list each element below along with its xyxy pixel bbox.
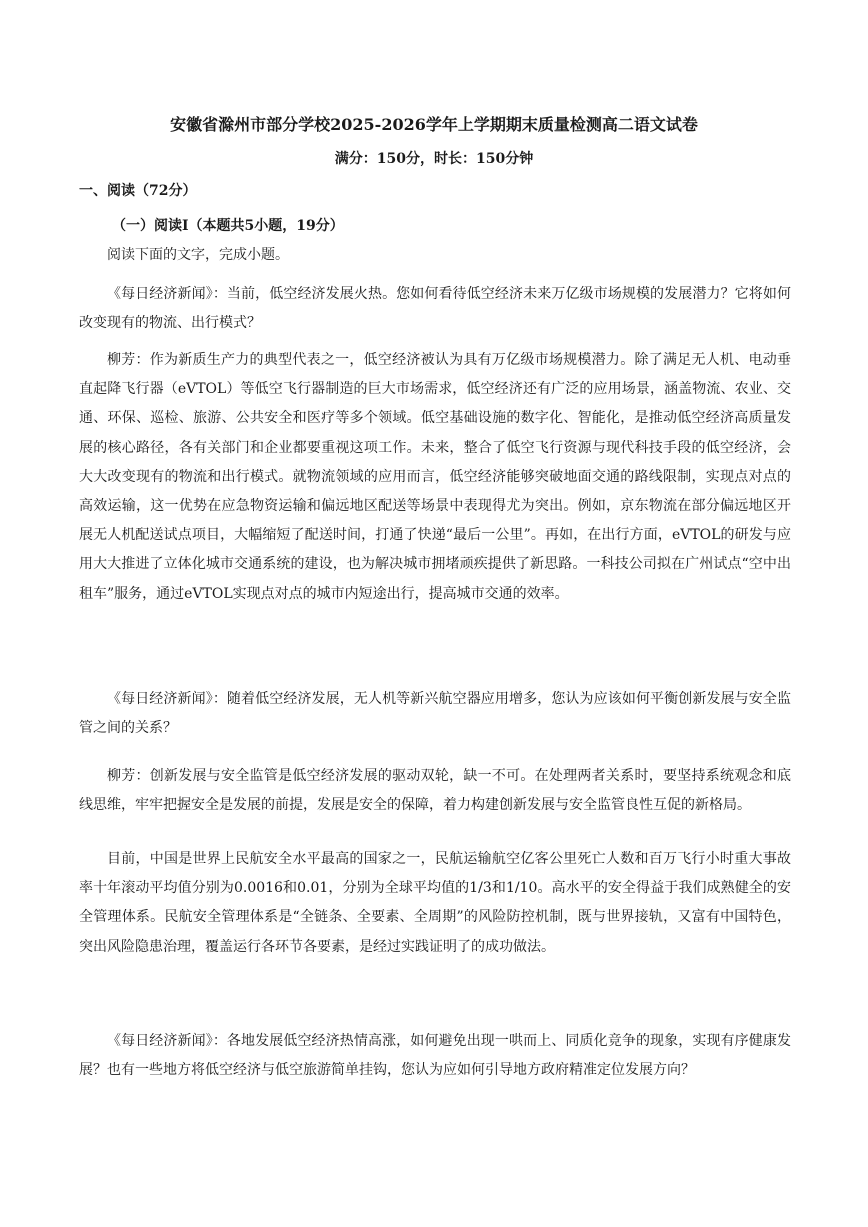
interview-answer-1: 柳芳：作为新质生产力的典型代表之一，低空经济被认为具有万亿级市场规模潜力。除了满足无人机、电动垂直起降飞行器（eVTOL）等低空飞行器制造的巨大市场需求，低空经济还有广泛的应用场景，涵盖物流、农业、交通、环保、巡检、旅游、公共安全和医疗等多个领域。低空基础设施的数字化、智能化，是推动低空经济高质量发展的核心路径，各有关部门和企业都要重视这项工作。未来，整合了低空飞行资源与现代科技手段的低空经济，会大大改变现有的物流和出行模式。就物流领域的应用而言，低空经济能够突破地面交通的路线限制，实现点对点的高效运输，这一优势在应急物资运输和偏远地区配送等场景中表现得尤为突出。例如，京东物流在部分偏远地区开展无人机配送试点项目，大幅缩短了配送时间，打通了快递“最后一公里”。再如，在出行方面，eVTOL的研发与应用大大推进了立体化城市交通系统的建设，也为解决城市拥堵顽疾提供了新思路。一科技公司拟在广州试点“空中出租车”服务，通过eVTOL实现点对点的城市内短途出行，提高城市交通的效率。	[79, 352, 791, 602]
section-heading: 一、阅读（72分）	[79, 183, 197, 199]
interview-question-2: 《每日经济新闻》：随着低空经济发展，无人机等新兴航空器应用增多，您认为应该如何平衡创新发展与安全监管之间的关系？	[79, 691, 791, 737]
exam-subtitle: 满分：150分，时长：150分钟	[334, 151, 534, 167]
interview-answer-2: 柳芳：创新发展与安全监管是低空经济发展的驱动双轮，缺一不可。在处理两者关系时，要坚持系统观念和底线思维，牢牢把握安全是发展的前提，发展是安全的保障，着力构建创新发展与安全监管良性互促的新格局。	[79, 768, 791, 814]
interview-answer-2-continued: 目前，中国是世界上民航安全水平最高的国家之一，民航运输航空亿客公里死亡人数和百万飞行小时重大事故率十年滚动平均值分别为0.0016和0.01，分别为全球平均值的1/3和1/10。高水平的安全得益于我们成熟健全的安全管理体系。民航安全管理体系是“全链条、全要素、全周期”的风险防控机制，既与世界接轨，又富有中国特色，突出风险隐患治理，覆盖运行各环节各要素，是经过实践证明了的成功做法。	[79, 851, 791, 955]
instruction-paragraph: 阅读下面的文字，完成小题。	[107, 247, 289, 263]
interview-question-1: 《每日经济新闻》：当前，低空经济发展火热。您如何看待低空经济未来万亿级市场规模的发展潜力？它将如何改变现有的物流、出行模式？	[79, 286, 791, 332]
interview-question-3: 《每日经济新闻》：各地发展低空经济热情高涨，如何避免出现一哄而上、同质化竞争的现象，实现有序健康发展？也有一些地方将低空经济与低空旅游简单挂钩，您认为应如何引导地方政府精准定位发展方向？	[79, 1033, 791, 1079]
exam-title: 安徽省滁州市部分学校2025-2026学年上学期期末质量检测高二语文试卷	[170, 115, 698, 134]
subsection-heading: （一）阅读Ⅰ（本题共5小题，19分）	[112, 218, 344, 234]
